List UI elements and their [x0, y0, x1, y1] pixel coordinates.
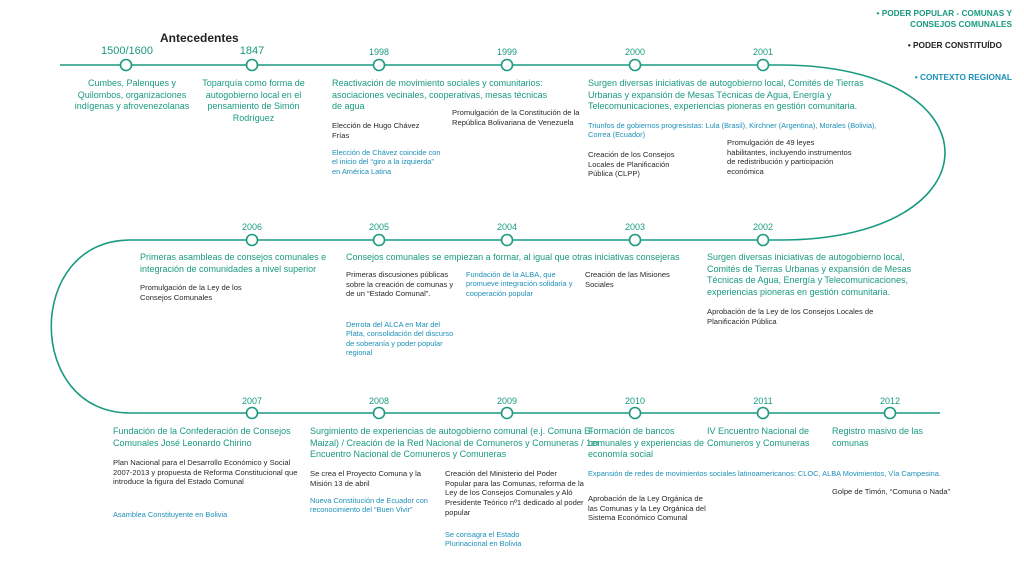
- antecedentes-heading: Antecedentes: [160, 31, 239, 45]
- year-2012: 2012: [879, 396, 901, 406]
- year-2011: 2011: [753, 396, 773, 406]
- event-1998-popular: Reactivación de movimiento sociales y comunitarios: asociaciones vecinales, cooperativas, mesas técnicas de agua: [332, 78, 548, 112]
- timeline-node-2007: [247, 408, 258, 419]
- legend-contexto-regional: • CONTEXTO REGIONAL: [914, 72, 1012, 82]
- year-2005: 2005: [368, 222, 390, 232]
- year-1500: 1500/1600: [101, 45, 153, 57]
- event-2006-constituido: Promulgación de la Ley de los Consejos Comunales: [140, 283, 242, 302]
- event-2010-popular: Formación de bancos comunales y experiencias de economía social: [588, 426, 705, 460]
- event-1998-regional: Elección de Chávez coincide con el inicio del “giro a la izquierda” en América Latina: [332, 148, 441, 176]
- event-2002-popular: Surgen diversas iniciativas de autogobierno local, Comités de Tierras Urbanas y expansión de Mesas Técnicas de Agua, Energía y Telecomunicaciones, experiencias pioneras en gestión comunitaria.: [707, 252, 912, 297]
- event-2004-regional: Fundación de la ALBA, que promueve integración solidaria y cooperación popular: [466, 270, 573, 298]
- event-2000-popular: Surgen diversas iniciativas de autogobierno local, Comités de Tierras Urbanas y expansión de Mesas Técnicas de Agua, Energía y Telecomunicaciones, experiencias pioneras en gestión comunitaria.: [588, 78, 864, 112]
- event-2009-constituido: Creación del Ministerio del Poder Popular para las Comunas, reforma de la Ley de los Consejos Comunales y Aló Presidente Teórico nº1 dedicado al poder popular: [445, 469, 584, 517]
- event-2005-constituido: Primeras discusiones públicas sobre la creación de comunas y de un “Estado Comunal”.: [346, 270, 454, 299]
- event-2010-regional: Expansión de redes de movimientos sociales latinoamericanos: CLOC, ALBA Movimientos, Vía Campesina.: [588, 469, 941, 478]
- timeline-node-2008: [374, 408, 385, 419]
- event-2008-regional: Nueva Constitución de Ecuador con reconocimiento del “Buen Vivir”: [310, 496, 428, 515]
- year-2008: 2008: [368, 396, 390, 406]
- event-2005-popular: Consejos comunales se empiezan a formar, al igual que otras iniciativas consejeras: [346, 252, 680, 262]
- timeline-node-1999: [502, 60, 513, 71]
- legend-poder-constituido: • PODER CONSTITUÍDO: [907, 40, 1002, 50]
- timeline-node-2001: [758, 60, 769, 71]
- event-2010-constituido: Aprobación de la Ley Orgánica de las Comunas y la Ley Orgánica del Sistema Económico Comunal: [588, 494, 706, 523]
- event-2011-popular: IV Encuentro Nacional de Comuneros y Comuneras: [707, 426, 810, 448]
- year-2003: 2003: [624, 222, 646, 232]
- event-2000-constituido: Creación de los Consejos Locales de Planificación Pública (CLPP): [588, 150, 675, 179]
- year-2002: 2002: [752, 222, 774, 232]
- event-2003-constituido: Creación de las Misiones Sociales: [585, 270, 670, 289]
- year-2001: 2001: [752, 47, 774, 57]
- timeline-node-2000: [630, 60, 641, 71]
- event-1999-constituido: Promulgación de la Constitución de la República Bolivariana de Venezuela: [452, 108, 580, 127]
- year-2006: 2006: [241, 222, 263, 232]
- year-1999: 1999: [496, 47, 518, 57]
- timeline-node-2004: [502, 235, 513, 246]
- legend-poder-popular: • PODER POPULAR - COMUNAS Y CONSEJOS COMUNALES: [876, 8, 1012, 30]
- event-2001-constituido: Promulgación de 49 leyes habilitantes, incluyendo instrumentos de redistribución y participación económica: [727, 138, 852, 177]
- timeline-node-1500: [121, 60, 132, 71]
- year-2010: 2010: [624, 396, 646, 406]
- event-2000-regional: Triunfos de gobiernos progresistas: Lula (Brasil), Kirchner (Argentina), Morales (Bolivia), Correa (Ecuador): [588, 121, 877, 140]
- timeline-node-2005: [374, 235, 385, 246]
- event-2008-popular: Surgimiento de experiencias de autogobierno comunal (e.j. Comuna El Maizal) / Creación de la Red Nacional de Comuneros y Comuneras / 1er Encuentro Nacional de Comuneros y Comuneras: [310, 426, 600, 460]
- year-2009: 2009: [496, 396, 518, 406]
- event-2007-popular: Fundación de la Confederación de Consejos Comunales José Leonardo Chirino: [113, 426, 291, 448]
- event-2007-regional: Asamblea Constituyente en Bolivia: [113, 510, 228, 519]
- event-1998-constituido: Elección de Hugo Chávez Frías: [332, 121, 420, 140]
- event-2002-constituido: Aprobación de la Ley de los Consejos Locales de Planificación Pública: [707, 307, 874, 326]
- year-2007: 2007: [241, 396, 263, 406]
- timeline-node-2010: [630, 408, 641, 419]
- event-2012-constituido: Golpe de Timón, “Comuna o Nada”: [832, 487, 951, 496]
- timeline-node-2002: [758, 235, 769, 246]
- event-1847-popular: Toparquía como forma de autogobierno local en el pensamiento de Simón Rodríguez: [202, 78, 305, 123]
- timeline-node-1847: [247, 60, 258, 71]
- year-1847: 1847: [239, 45, 265, 57]
- event-2008-constituido: Se crea el Proyecto Comuna y la Misión 13 de abril: [310, 469, 422, 488]
- event-2006-popular: Primeras asambleas de consejos comunales e integración de comunidades a nivel superior: [140, 252, 327, 274]
- timeline-node-2003: [630, 235, 641, 246]
- timeline-node-2009: [502, 408, 513, 419]
- timeline-node-1998: [374, 60, 385, 71]
- year-2000: 2000: [624, 47, 646, 57]
- year-2004: 2004: [496, 222, 518, 232]
- timeline-node-2006: [247, 235, 258, 246]
- timeline-node-2011: [758, 408, 769, 419]
- event-2009-regional: Se consagra el Estado Plurinacional en Bolivia: [445, 530, 522, 549]
- event-2007-constituido: Plan Nacional para el Desarrollo Económico y Social 2007-2013 y propuesta de Reforma Constitucional que introduce la figura del Estado Comunal: [113, 458, 298, 487]
- event-1500-popular: Cumbes, Palenques y Quilombos, organizaciones indígenas y afrovenezolanas: [74, 78, 190, 112]
- event-2012-popular: Registro masivo de las comunas: [832, 426, 924, 448]
- timeline-node-2012: [885, 408, 896, 419]
- event-2005-regional: Derrota del ALCA en Mar del Plata, consolidación del discurso de soberanía y poder popular regional: [346, 320, 454, 358]
- year-1998: 1998: [368, 47, 390, 57]
